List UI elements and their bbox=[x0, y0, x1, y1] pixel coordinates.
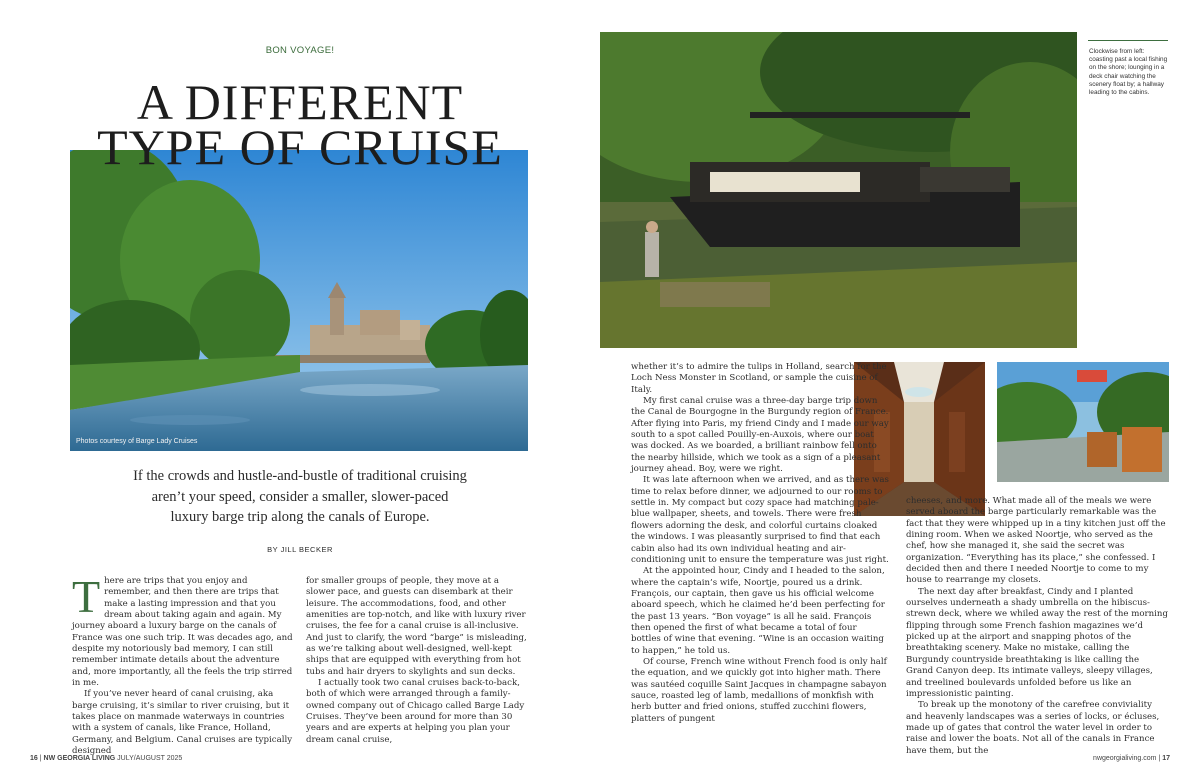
deck-line-1: If the crowds and hustle-and-bustle of traditional cruising bbox=[133, 468, 467, 484]
website-url: nwgeorgialiving.com bbox=[1093, 755, 1157, 762]
footer-separator: | bbox=[1158, 755, 1161, 762]
paragraph: cheeses, and more. What made all of the meals we were served aboard the barge particularly remarkable was the fact that they were whipped up in a tiny kitchen just off the dining room. When we asked Noortje, who served as the chef, how she managed it, she said the secret was organization. “Everything has its place,” she confessed. I decided then and there I needed Noortje to come to my house to rearrange my closets. bbox=[906, 496, 1166, 586]
deck-line-2: aren’t your speed, consider a smaller, slower-paced bbox=[151, 488, 449, 505]
photo-caption: Clockwise from left: coasting past a local fishing on the shore; lounging in a deck chair watching the scenery float by; a hallway leading to the cabins. bbox=[1089, 48, 1168, 97]
article-title bbox=[70, 74, 530, 175]
title-line-1: A DIFFERENT bbox=[136, 74, 464, 130]
barge-photo bbox=[600, 32, 1077, 348]
title-line-2: TYPE OF CRUISE bbox=[97, 119, 503, 175]
footer-right bbox=[1093, 755, 1170, 762]
byline: BY JILL BECKER bbox=[267, 545, 333, 554]
footer-left bbox=[30, 755, 182, 762]
paragraph: If you’ve never heard of canal cruising, aka barge cruising, it’s similar to river cruising, but it takes place on manmade waterways in countries with a system of canals, like France, Holland, Germany, and Belgium. Canal cruises are typically designed bbox=[72, 689, 293, 757]
deck-chairs-photo bbox=[997, 362, 1169, 482]
paragraph: whether it’s to admire the tulips in Holland, search for the Loch Ness Monster in Scotland, or sample the cuisine of Italy. bbox=[631, 362, 887, 395]
hero-photo-illustration bbox=[70, 150, 528, 451]
page-number-left: 16 bbox=[30, 755, 38, 762]
article-deck bbox=[90, 466, 510, 528]
drop-cap: T bbox=[72, 571, 101, 622]
paragraph: At the appointed hour, Cindy and I headed to the salon, where the captain’s wife, Noortje, poured us a drink. François, our captain, then gave us his official welcome aboard speech, which he claimed he’d been perfecting for the past 13 years. “Bon voyage” is all he said. François then opened the first of what became a total of four bottles of wine that evening. “Wine is an occasion waiting to happen,” he told us. bbox=[631, 566, 885, 656]
paragraph: I actually took two canal cruises back-to-back, both of which were arranged through a family-owned company out of Chicago called Barge Lady Cruises. They’ve been around for more than 30 years and are experts at helping you plan your dream canal cruise, bbox=[306, 678, 525, 745]
magazine-name: NW GEORGIA LIVING bbox=[43, 755, 116, 762]
page-number-right: 17 bbox=[1162, 755, 1170, 762]
paragraph: To break up the monotony of the carefree conviviality and heavenly landscapes was a series of locks, or écluses, made up of gates that control the water level in order to raise and lower the boats. Not all of the canals in France have them, but the bbox=[906, 700, 1160, 756]
footer-separator: | bbox=[39, 755, 42, 762]
paragraph: Of course, French wine without French food is only half the equation, and we quickly got into higher math. There was sautéed coquille Saint Jacques in champagne sabayon sauce, roasted leg of lamb, medallions of monkfish with herb butter and fried onions, stuffed zucchini flowers, platters of pungent bbox=[631, 656, 887, 724]
hero-photo-auxerre bbox=[70, 150, 528, 451]
paragraph: for smaller groups of people, they move at a slower pace, and guests can disembark at their leisure. The accommodations, food, and other amenities are top-notch, and like with luxury river cruises, the fee for a canal cruise is all-inclusive. And just to clarify, the word “barge” is misleading, as we’re talking about well-designed, well-kept ships that are equipped with everything from hot tubs and hair dryers to skylights and sun decks. bbox=[306, 576, 527, 677]
paragraph: My first canal cruise was a three-day barge trip down the Canal de Bourgogne in the Burgundy region of France. After flying into Paris, my friend Cindy and I made our way south to a spot called Pouilly-en-Auxois, where our boat was docked. As we boarded, a brilliant rainbow fell onto the nearby hillside, which we took as a sign of a pleasant journey ahead. Boy, were we right. bbox=[631, 396, 889, 475]
paragraph: It was late afternoon when we arrived, and as there was time to relax before dinner, we adjourned to our rooms to settle in. My compact but cozy space had matching pale-blue wallpaper, sheets, and towels. There were fresh flowers adorning the desk, and colorful curtains cloaked the windows. I was pleasantly surprised to find that each cabin also had its own individual heating and air-conditioning unit to ensure the temperature was just right. bbox=[631, 475, 889, 565]
deck-chairs-photo-illustration bbox=[997, 362, 1169, 482]
photo-credit: Photos courtesy of Barge Lady Cruises bbox=[76, 438, 198, 445]
section-kicker: BON VOYAGE! bbox=[265, 45, 335, 56]
deck-line-3: luxury barge trip along the canals of Europe. bbox=[170, 509, 430, 525]
body-column-4 bbox=[906, 496, 1168, 757]
paragraph: The next day after breakfast, Cindy and I planted ourselves underneath a shady umbrella on the hibiscus-strewn deck, where we whiled away the rest of the morning flipping through some French fashion magazines we’d picked up at the airport and snapping photos of the breathtaking scenery. Make no mistake, calling the Burgundy countryside breathtaking is like calling the Grand Canyon deep. Its intimate valleys, sleepy villages, and treelined boulevards unfolded before us like an impressionistic painting. bbox=[906, 586, 1168, 699]
body-column-2 bbox=[306, 576, 528, 746]
barge-photo-illustration bbox=[600, 32, 1077, 348]
body-column-1 bbox=[72, 571, 294, 758]
body-column-3-top bbox=[631, 362, 889, 725]
paragraph: here are trips that you enjoy and remember, and then there are trips that make a lasting impression and that you dream about taking again and again. My journey aboard a luxury barge on the canals of France was one such trip. It was decades ago, and despite my notoriously bad memory, I can still remember intimate details about the adventure and, more importantly, all the feels the trip stirred in me. bbox=[72, 576, 293, 689]
issue-date: JULY/AUGUST 2025 bbox=[117, 755, 183, 762]
caption-rule bbox=[1088, 40, 1168, 41]
